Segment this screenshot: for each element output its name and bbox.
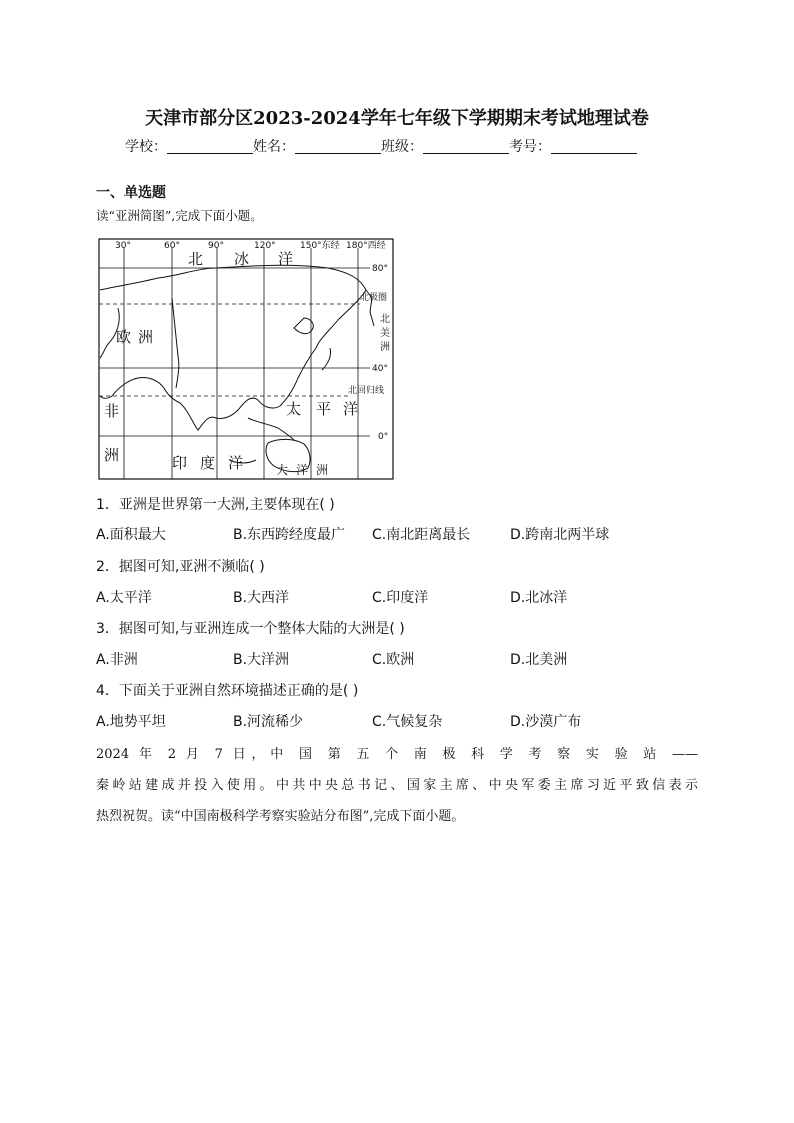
passage-line-1: 2024 年 2 月 7 日，中 国 第 五 个 南 极 科 学 考 察 实 验 站 —— xyxy=(96,747,698,762)
north-america-char-1: 北 xyxy=(380,314,390,325)
question-1-option-c[interactable]: C.南北距离最长 xyxy=(372,527,471,543)
oceania-char-3: 洲 xyxy=(316,463,329,477)
student-info-line xyxy=(125,136,637,156)
question-2: 2．据图可知,亚洲不濒临( ) xyxy=(96,559,265,575)
arctic-ocean-char-2: 冰 xyxy=(234,250,250,268)
question-1-option-a[interactable]: A.面积最大 xyxy=(96,527,166,543)
question-1-option-d[interactable]: D.跨南北两半球 xyxy=(510,527,610,543)
north-america-char-2: 美 xyxy=(380,328,390,339)
exam-title: 天津市部分区2023-2024学年七年级下学期期末考试地理试卷 xyxy=(145,108,649,129)
lat-label-tropic: 北回归线 xyxy=(348,386,385,396)
europe-char-1: 欧 xyxy=(116,328,132,346)
passage-line-3: 热烈祝贺。读“中国南极科学考察实验站分布图”,完成下面小题。 xyxy=(96,809,465,824)
lat-label-80: 80° xyxy=(372,264,388,274)
question-1: 1．亚洲是世界第一大洲,主要体现在( ) xyxy=(96,497,335,513)
question-4-option-b[interactable]: B.河流稀少 xyxy=(233,714,304,730)
lon-label-30: 30° xyxy=(115,241,131,251)
section-heading: 一、单选题 xyxy=(96,185,166,201)
pacific-ocean-char-3: 洋 xyxy=(343,400,359,418)
question-3-option-d[interactable]: D.北美洲 xyxy=(510,652,568,668)
oceania-label xyxy=(276,462,328,477)
north-america-label xyxy=(380,313,390,353)
arctic-ocean-char-1: 北 xyxy=(188,250,204,268)
pacific-ocean-char-2: 平 xyxy=(316,400,332,418)
number-label: 考号： xyxy=(509,139,551,155)
arctic-ocean-char-3: 洋 xyxy=(278,250,294,268)
lat-label-arctic: 北极圈 xyxy=(360,293,388,303)
question-4: 4．下面关于亚洲自然环境描述正确的是( ) xyxy=(96,683,359,699)
question-3-option-a[interactable]: A.非洲 xyxy=(96,652,138,668)
question-2-option-c[interactable]: C.印度洋 xyxy=(372,590,429,606)
number-blank[interactable] xyxy=(551,139,637,154)
name-blank[interactable] xyxy=(295,139,381,154)
oceania-char-2: 洋 xyxy=(296,463,309,477)
indian-ocean-char-3: 洋 xyxy=(228,454,244,472)
europe-char-2: 洲 xyxy=(138,328,154,346)
name-label: 姓名： xyxy=(253,139,295,155)
lat-label-0: 0° xyxy=(378,432,389,442)
question-3-option-b[interactable]: B.大洋洲 xyxy=(233,652,290,668)
passage-line-2: 秦岭站建成并投入使用。中共中央总书记、国家主席、中央军委主席习近平致信表示 xyxy=(96,778,698,793)
question-2-option-d[interactable]: D.北冰洋 xyxy=(510,590,568,606)
lon-label-60: 60° xyxy=(164,241,180,251)
question-1-option-b[interactable]: B.东西跨经度最广 xyxy=(233,527,346,543)
north-america-char-3: 洲 xyxy=(380,342,390,353)
africa-char-1: 非 xyxy=(104,402,120,420)
lon-label-90: 90° xyxy=(208,241,224,251)
class-blank[interactable] xyxy=(423,139,509,154)
oceania-char-1: 大 xyxy=(276,463,289,477)
question-3: 3．据图可知,与亚洲连成一个整体大陆的大洲是( ) xyxy=(96,621,405,637)
question-4-option-c[interactable]: C.气候复杂 xyxy=(372,714,443,730)
indian-ocean-char-2: 度 xyxy=(200,454,216,472)
map-frame xyxy=(99,239,393,479)
africa-char-2: 洲 xyxy=(104,446,120,464)
map-instruction: 读“亚洲简图”,完成下面小题。 xyxy=(96,208,263,223)
class-label: 班级： xyxy=(381,139,423,155)
school-label: 学校： xyxy=(125,139,167,155)
indian-ocean-char-1: 印 xyxy=(172,454,188,472)
lon-label-150e: 150°东经 xyxy=(300,241,340,251)
pacific-ocean-char-1: 太 xyxy=(286,400,302,418)
question-2-option-b[interactable]: B.大西洋 xyxy=(233,590,290,606)
lon-label-180w: 180°西经 xyxy=(346,241,386,251)
school-blank[interactable] xyxy=(167,139,253,154)
question-4-option-d[interactable]: D.沙漠广布 xyxy=(510,714,582,730)
question-2-option-a[interactable]: A.太平洋 xyxy=(96,590,152,606)
question-3-option-c[interactable]: C.欧洲 xyxy=(372,652,415,668)
question-4-option-a[interactable]: A.地势平坦 xyxy=(96,714,166,730)
asia-map xyxy=(98,238,394,480)
lat-label-40: 40° xyxy=(372,364,388,374)
lon-label-120: 120° xyxy=(254,241,276,251)
